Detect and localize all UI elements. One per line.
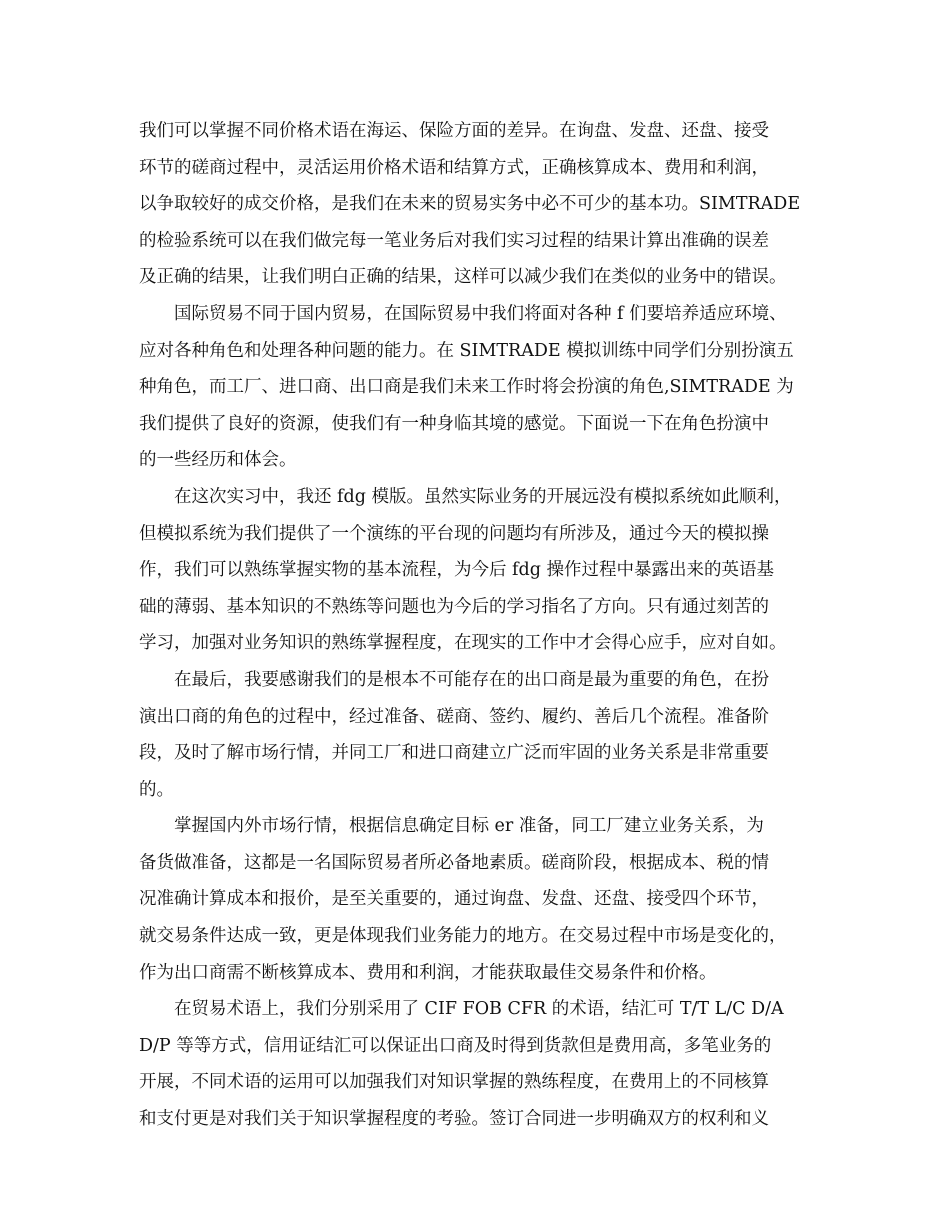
text-line: 开展，不同术语的运用可以加强我们对知识掌握的熟练程度，在费用上的不同核算 (139, 1072, 769, 1093)
text-line: 况准确计算成本和报价，是至关重要的，通过询盘、发盘、还盘、接受四个环节， (139, 889, 769, 910)
text-line: 的检验系统可以在我们做完每一笔业务后对我们实习过程的结果计算出准确的误差 (139, 230, 769, 251)
text-line: 我们可以掌握不同价格术语在海运、保险方面的差异。在询盘、发盘、还盘、接受 (139, 121, 769, 141)
text-line: 作，我们可以熟练掌握实物的基本流程，为今后 fdg 操作过程中暴露出来的英语基 (139, 560, 775, 581)
text-line: 作为出口商需不断核算成本、费用和利润，才能获取最佳交易条件和价格。 (139, 962, 717, 983)
text-line: 在最后，我要感谢我们的是根本不可能存在的出口商是最为重要的角色，在扮 (139, 669, 769, 690)
text-line: 应对各种角色和处理各种问题的能力。在 SIMTRADE 模拟训练中同学们分别扮演五 (139, 340, 794, 361)
text-line: 就交易条件达成一致，更是体现我们业务能力的地方。在交易过程中市场是变化的， (139, 926, 787, 947)
text-line: 备货做准备，这都是一名国际贸易者所必备地素质。磋商阶段，根据成本、税的情 (139, 852, 769, 873)
text-line: 我们提供了良好的资源，使我们有一种身临其境的感觉。下面说一下在角色扮演中 (139, 413, 769, 434)
text-line: 国际贸易不同于国内贸易，在国际贸易中我们将面对各种 f 们要培养适应环境、 (139, 303, 787, 324)
text-line: 学习，加强对业务知识的熟练掌握程度，在现实的工作中才会得心应手，应对自如。 (139, 633, 787, 654)
text-line: 础的薄弱、基本知识的不熟练等问题也为今后的学习指名了方向。只有通过刻苦的 (139, 596, 769, 617)
text-line: 演出口商的角色的过程中，经过准备、磋商、签约、履约、善后几个流程。准备阶 (139, 706, 769, 727)
text-line: 环节的磋商过程中，灵活运用价格术语和结算方式，正确核算成本、费用和利润， (139, 157, 769, 178)
body-text (139, 113, 819, 1138)
text-line: 但模拟系统为我们提供了一个演练的平台现的问题均有所涉及，通过今天的模拟操 (139, 523, 769, 544)
text-line: 掌握国内外市场行情，根据信息确定目标 er 准备，同工厂建立业务关系，为 (139, 816, 764, 837)
text-line: 和支付更是对我们关于知识掌握程度的考验。签订合同进一步明确双方的权利和义 (139, 1109, 769, 1130)
text-line: 的。 (139, 779, 174, 800)
text-line: 在这次实习中，我还 fdg 模版。虽然实际业务的开展远没有模拟系统如此顺利， (139, 486, 792, 507)
text-line: 及正确的结果，让我们明白正确的结果，这样可以减少我们在类似的业务中的错误。 (139, 267, 787, 288)
text-line: 段，及时了解市场行情，并同工厂和进口商建立广泛而牢固的业务关系是非常重要 (139, 743, 769, 764)
text-line: 的一些经历和体会。 (139, 450, 297, 471)
text-line: 种角色，而工厂、进口商、出口商是我们未来工作时将会扮演的角色,SIMTRADE 为 (139, 377, 794, 398)
text-line: 在贸易术语上，我们分别采用了 CIF FOB CFR 的术语，结汇可 T/T L/C D/A (139, 999, 784, 1020)
text-line: 以争取较好的成交价格，是我们在未来的贸易实务中必不可少的基本功。SIMTRADE (139, 194, 801, 215)
text-line: D/P 等等方式，信用证结汇可以保证出口商及时得到货款但是费用高，多笔业务的 (139, 1035, 772, 1056)
